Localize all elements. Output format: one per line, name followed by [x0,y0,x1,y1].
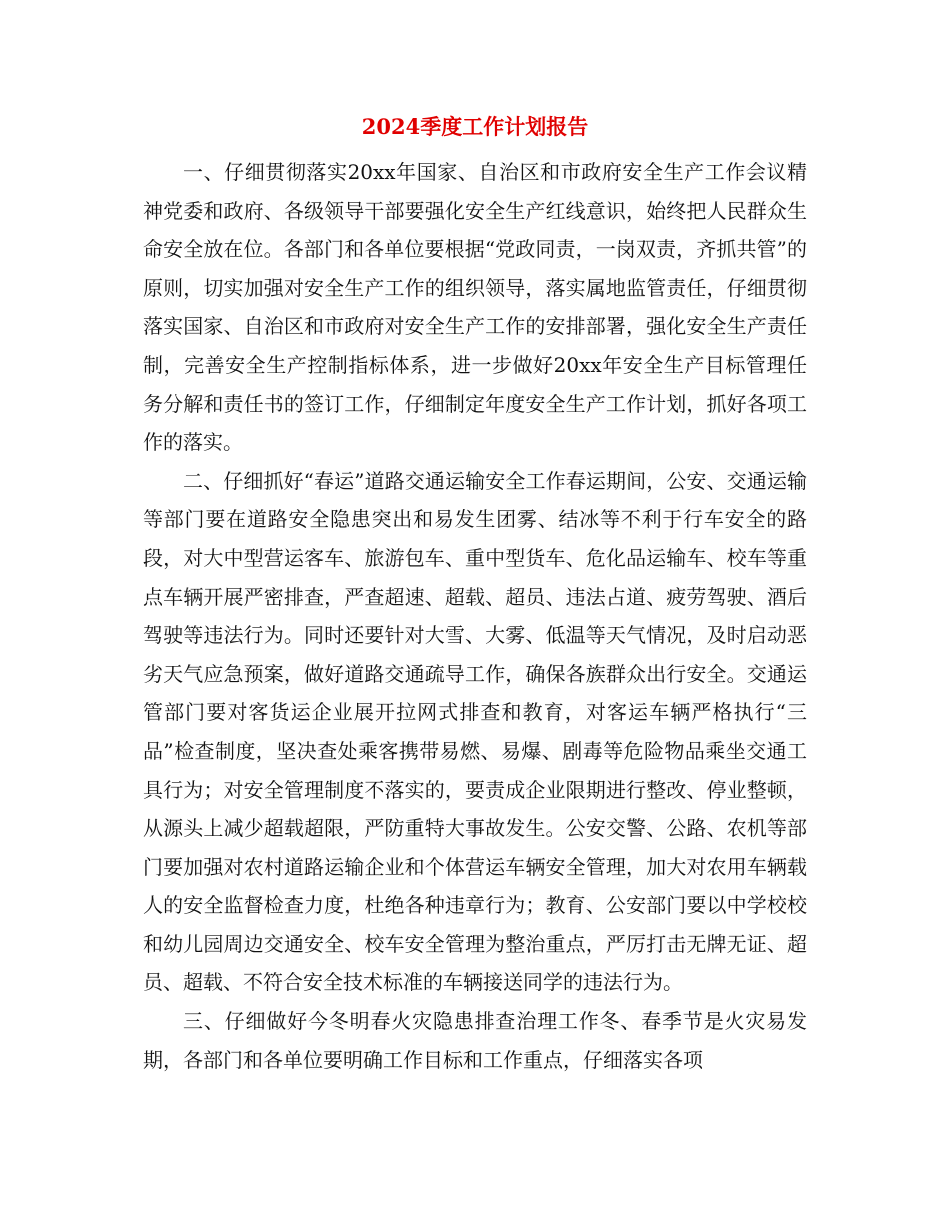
document-body [143,153,807,1079]
paragraph-1: 一、仔细贯彻落实20xx年国家、自治区和市政府安全生产工作会议精神党委和政府、各级领导干部要强化安全生产红线意识，始终把人民群众生命安全放在位。各部门和各单位要根据“党政同责，一岗双责，齐抓共管”的原则，切实加强对安全生产工作的组织领导，落实属地监管责任，仔细贯彻落实国家、自治区和市政府对安全生产工作的安排部署，强化安全生产责任制，完善安全生产控制指标体系，进一步做好20xx年安全生产目标管理任务分解和责任书的签订工作，仔细制定年度安全生产工作计划，抓好各项工作的落实。 [143,160,807,455]
paragraph-3: 三、仔细做好今冬明春火灾隐患排查治理工作冬、春季节是火灾易发期，各部门和各单位要明确工作目标和工作重点，仔细落实各项 [143,1009,807,1072]
paragraph-2: 二、仔细抓好“春运”道路交通运输安全工作春运期间，公安、交通运输等部门要在道路安全隐患突出和易发生团雾、结冰等不利于行车安全的路段，对大中型营运客车、旅游包车、重中型货车、危化品运输车、校车等重点车辆开展严密排查，严查超速、超载、超员、违法占道、疲劳驾驶、酒后驾驶等违法行为。同时还要针对大雪、大雾、低温等天气情况，及时启动恶劣天气应急预案，做好道路交通疏导工作，确保各族群众出行安全。交通运管部门要对客货运企业展开拉网式排查和教育，对客运车辆严格执行“三品”检查制度，坚决查处乘客携带易燃、易爆、剧毒等危险物品乘坐交通工具行为；对安全管理制度不落实的，要责成企业限期进行整改、停业整顿，从源头上减少超载超限，严防重特大事故发生。公安交警、公路、农机等部门要加强对农村道路运输企业和个体营运车辆安全管理，加大对农用车辆载人的安全监督检查力度，杜绝各种违章行为；教育、公安部门要以中学校校和幼儿园周边交通安全、校车安全管理为整治重点，严厉打击无牌无证、超员、超载、不符合安全技术标准的车辆接送同学的违法行为。 [143,468,807,995]
document-title: 2024季度工作计划报告 [361,114,589,139]
